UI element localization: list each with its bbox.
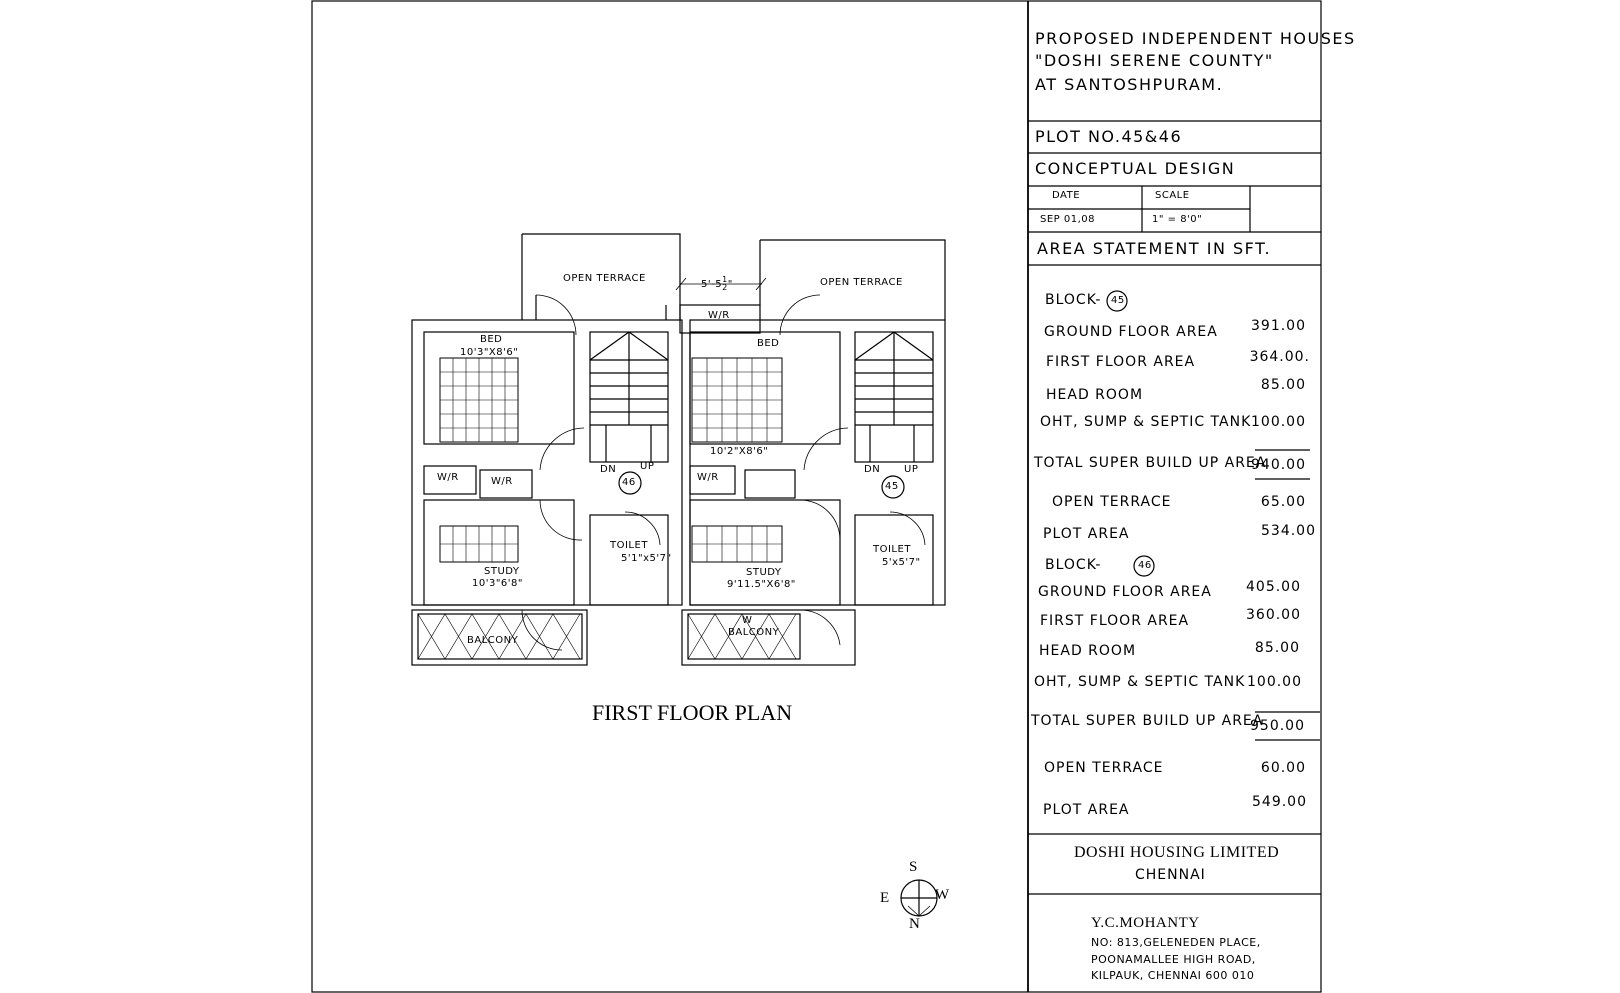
b45-row-4-value: 100.00 — [1251, 414, 1306, 430]
b46-row-6-value: 60.00 — [1260, 760, 1306, 776]
b46-row-2-value: 360.00 — [1246, 607, 1301, 623]
project-line-1: PROPOSED INDEPENDENT HOUSES — [1035, 29, 1356, 48]
block45-label: BLOCK- — [1045, 292, 1102, 308]
b45-row-3-label: HEAD ROOM — [1046, 387, 1144, 403]
compass-icon — [901, 880, 937, 916]
block46-number: 46 — [1138, 560, 1152, 571]
date-label: DATE — [1052, 190, 1081, 201]
bed-label-45: BED — [480, 334, 503, 345]
b46-row-4-value: 100.00 — [1247, 674, 1302, 690]
scale-label: SCALE — [1155, 190, 1190, 201]
compass-w: W — [935, 887, 951, 903]
address-line-1: NO: 813,GELENEDEN PLACE, — [1091, 936, 1261, 949]
b46-row-3-label: HEAD ROOM — [1039, 643, 1137, 659]
bed-label-46: BED — [757, 338, 780, 349]
b45-row-5-value: 940.00 — [1251, 457, 1306, 473]
balcony-label-45: BALCONY — [467, 635, 519, 646]
date-value: SEP 01,08 — [1040, 214, 1096, 225]
plan-title: FIRST FLOOR PLAN — [592, 700, 793, 725]
dn-label-45: DN — [600, 464, 617, 475]
project-line-3: AT SANTOSHPURAM. — [1035, 75, 1224, 94]
study-size-46: 9'11.5"X6'8" — [727, 579, 796, 590]
b46-row-1-label: GROUND FLOOR AREA — [1038, 584, 1212, 600]
address-line-3: KILPAUK, CHENNAI 600 010 — [1091, 969, 1255, 982]
dn-label-46: DN — [864, 464, 881, 475]
project-line-2: "DOSHI SERENE COUNTY" — [1035, 51, 1274, 70]
wr-label-46: W/R — [697, 472, 719, 483]
address-line-2: POONAMALLEE HIGH ROAD, — [1091, 953, 1256, 966]
b46-row-3-value: 85.00 — [1254, 640, 1300, 656]
architect-name: Y.C.MOHANTY — [1091, 915, 1200, 931]
b46-row-5-value: 950.00 — [1250, 718, 1305, 734]
design-stage: CONCEPTUAL DESIGN — [1035, 159, 1236, 178]
scale-value: 1" = 8'0" — [1152, 214, 1203, 225]
b45-row-4-label: OHT, SUMP & SEPTIC TANK — [1040, 414, 1252, 430]
b45-row-2-label: FIRST FLOOR AREA — [1046, 354, 1196, 370]
b45-row-5-label: TOTAL SUPER BUILD UP AREA — [1034, 455, 1267, 471]
b45-row-6-label: OPEN TERRACE — [1052, 494, 1172, 510]
compass-e: E — [880, 890, 891, 906]
block46-label: BLOCK- — [1045, 557, 1102, 573]
b46-row-7-value: 549.00 — [1252, 794, 1307, 810]
toilet-label-46: TOILET — [873, 544, 911, 555]
block45-number: 45 — [1111, 295, 1125, 306]
compass-s: S — [909, 859, 919, 875]
b46-row-4-label: OHT, SUMP & SEPTIC TANK — [1034, 674, 1246, 690]
up-label-45: UP — [640, 461, 655, 472]
b46-row-7-label: PLOT AREA — [1043, 802, 1130, 818]
w-label-46: W — [742, 615, 753, 626]
toilet-size-46: 5'x5'7" — [882, 557, 921, 568]
toilet-label-45: TOILET — [610, 540, 648, 551]
b45-row-1-value: 391.00 — [1251, 318, 1306, 334]
study-label-46: STUDY — [746, 567, 782, 578]
b45-row-2-value: 364.00. — [1249, 349, 1310, 365]
bed-size-46: 10'2"X8'6" — [710, 446, 769, 457]
open-terrace-label-46: OPEN TERRACE — [820, 277, 903, 288]
b46-row-2-label: FIRST FLOOR AREA — [1040, 613, 1190, 629]
up-label-46: UP — [904, 464, 919, 475]
b45-row-7-value: 534.00 — [1261, 523, 1316, 539]
company-city: CHENNAI — [1135, 867, 1206, 883]
b45-row-7-label: PLOT AREA — [1043, 526, 1130, 542]
b46-row-6-label: OPEN TERRACE — [1044, 760, 1164, 776]
balcony-label-46: BALCONY — [728, 627, 780, 638]
plot-number: PLOT NO.45&46 — [1035, 127, 1183, 146]
area-heading: AREA STATEMENT IN SFT. — [1037, 239, 1272, 258]
unit-number-45: 45 — [885, 481, 899, 492]
b45-row-1-label: GROUND FLOOR AREA — [1044, 324, 1218, 340]
floor-plan — [412, 234, 945, 665]
study-size-45: 10'3"6'8" — [472, 578, 524, 589]
company-name: DOSHI HOUSING LIMITED — [1074, 844, 1280, 861]
wr-label-45b: W/R — [491, 476, 513, 487]
unit-number-46: 46 — [622, 477, 636, 488]
b45-row-3-value: 85.00 — [1260, 377, 1306, 393]
dimension-label: 5'-51 2" — [701, 275, 733, 292]
b45-row-6-value: 65.00 — [1260, 494, 1306, 510]
compass-n: N — [909, 916, 921, 932]
b46-row-1-value: 405.00 — [1246, 579, 1301, 595]
wr-label-45a: W/R — [437, 472, 459, 483]
b46-row-5-label: TOTAL SUPER BUILD UP AREA — [1031, 713, 1264, 729]
toilet-size-45: 5'1"x5'7" — [621, 553, 672, 564]
wr-top-label-46: W/R — [708, 310, 730, 321]
open-terrace-label-45: OPEN TERRACE — [563, 273, 646, 284]
study-label-45: STUDY — [484, 566, 520, 577]
bed-size-45: 10'3"X8'6" — [460, 347, 519, 358]
